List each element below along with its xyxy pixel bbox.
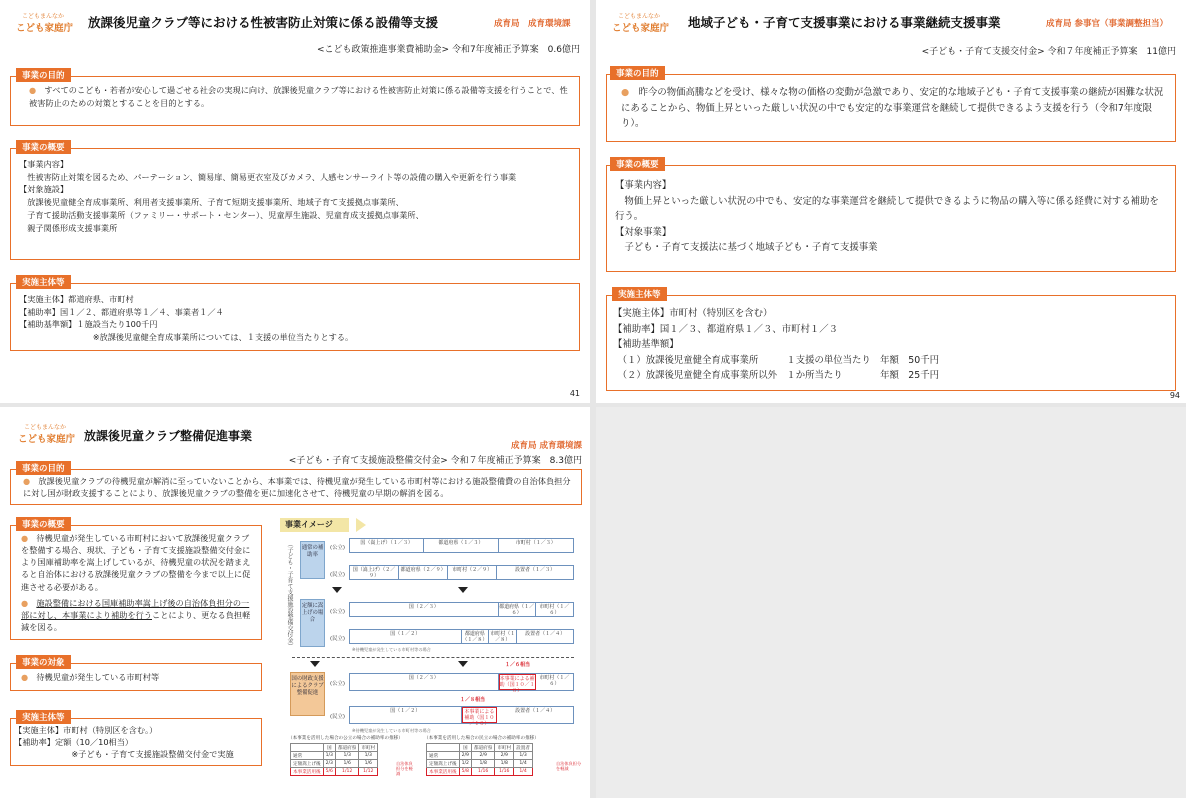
slide-business-continuity-support xyxy=(596,0,1186,403)
implementer-line: 【実施主体】市町村（特別区を含む。） xyxy=(14,725,158,735)
logo-name: こども家庭庁 xyxy=(18,434,76,445)
bar-cell: 市町村（１／８） xyxy=(490,631,516,643)
bar-cell: 市町村（１／６） xyxy=(539,604,570,616)
label-public: (公立) xyxy=(330,545,345,551)
table-cell: 1/3 xyxy=(335,752,358,760)
pill-normal-rate: 通常の補助率 xyxy=(300,541,325,579)
pill-raised-rate: 定額に嵩上げの場合 xyxy=(300,599,325,647)
overview-line: 子育て援助活動支援事業所（ファミリー・サポート・センター）、児童厚生施設、児童育成支援拠点事業所、 xyxy=(19,209,424,220)
cfa-logo xyxy=(18,422,80,448)
budget-line: <子ども・子育て支援施設整備交付金> 令和７年度補正予算案 8.3億円 xyxy=(288,456,582,466)
label-public: (公立) xyxy=(330,609,345,615)
budget-line: <子ども・子育て支援交付金> 令和７年度補正予算案 11億円 xyxy=(921,47,1176,57)
logo-name: こども家庭庁 xyxy=(612,23,670,34)
target-text: 待機児童が発生している市町村等 xyxy=(36,672,160,682)
bar-row xyxy=(349,706,574,727)
department-label: 成育局 成育環境課 xyxy=(511,441,582,451)
overview-line: 放課後児童健全育成事業所、利用者支援事業所、子育て短期支援事業所、地域子育て支援拠点事業所、 xyxy=(19,197,404,208)
purpose-text: 放課後児童クラブの待機児童が解消に至っていないことから、本事業では、待機児童が発生している市町村等における施設整備費の自治体負担分に対し国が財政支援することにより、放課後児童クラブの整備を更に加速化させて、待機児童の早期の解消を図る。 xyxy=(23,476,571,498)
purpose-box xyxy=(10,76,580,126)
red-note: １／８相当 xyxy=(460,697,486,703)
table-row xyxy=(427,744,533,752)
purpose-text: すべてのこども・若者が安心して過ごせる社会の実現に向け、放課後児童クラブ等における性被害防止対策に係る設備等支援を行うことで、性被害防止のための対策とすることを目的とする。 xyxy=(29,85,568,108)
implementer-line: 【補助率】国１／２、都道府県等１／４、事業者１／４ xyxy=(19,306,224,317)
table-cell: 本事業活用後 xyxy=(291,768,324,776)
bullet-icon: ● xyxy=(21,533,29,543)
down-arrow-icon xyxy=(310,661,320,667)
purpose-tag: 事業の目的 xyxy=(610,66,665,80)
table-cell xyxy=(291,744,324,752)
bullet-icon: ● xyxy=(29,85,37,95)
table-row xyxy=(427,768,533,776)
overview-box xyxy=(606,165,1176,272)
table-cell: 1/4 xyxy=(514,768,533,776)
label-private: (民立) xyxy=(330,572,345,578)
implementer-line: 【実施主体】市町村（特別区を含む） xyxy=(613,308,773,319)
bar-row xyxy=(349,673,574,694)
slide-after-school-club-promotion xyxy=(0,407,590,798)
implementer-box xyxy=(606,295,1176,391)
bar-cell: 都道府県（１／３） xyxy=(424,539,498,552)
implementer-line: 【補助率】定額（10／10相当） xyxy=(14,736,134,747)
overview-line: 【事業内容】 xyxy=(19,159,69,169)
page-number: 94 xyxy=(1169,391,1180,400)
table-cell: 国 xyxy=(459,744,471,752)
cfa-logo xyxy=(16,11,78,37)
overview-text: ことにより、更なる負担軽減を図る。 xyxy=(21,609,251,632)
down-arrow-icon xyxy=(458,587,468,593)
table-row xyxy=(291,752,378,760)
cfa-logo xyxy=(612,11,674,37)
purpose-tag: 事業の目的 xyxy=(16,68,71,82)
table-row xyxy=(291,760,378,768)
bar-cell: 国（嵩上げ）（１／３） xyxy=(350,539,424,552)
diagram-side-label: （子ども・子育て支援施設整備交付金） xyxy=(286,541,293,649)
bar-cell: 国（２／３） xyxy=(350,603,499,616)
bar-cell: 国（１／２） xyxy=(350,630,462,643)
table-cell: 都道府県 xyxy=(335,744,358,752)
bar-cell: 国（嵩上げ）（２／９） xyxy=(350,566,399,579)
side-note: 自治体負担分を軽減 xyxy=(396,761,413,777)
table-cell: 1/8 xyxy=(471,760,494,768)
implementer-line: ※放課後児童健全育成事業所については、１支援の単位当たりとする。 xyxy=(19,332,354,343)
table-cell: 定額嵩上げ後 xyxy=(427,760,460,768)
implementer-line: ※子ども・子育て支援施設整備交付金で実施 xyxy=(14,748,234,759)
table-cell: 2/9 xyxy=(459,752,471,760)
bullet-icon: ● xyxy=(21,597,29,608)
table-cell: 5/8 xyxy=(459,768,471,776)
table-cell xyxy=(427,744,460,752)
diagram-note: ※待機児童が発生している市町村等の場合 xyxy=(352,728,431,733)
department-label: 成育局 成育環境課 xyxy=(494,19,571,29)
table-cell: 定額嵩上げ後 xyxy=(291,760,324,768)
implementer-line: 【補助基準額】 xyxy=(613,339,679,351)
bullet-icon: ● xyxy=(23,476,31,486)
bar-cell: 市町村（２／９） xyxy=(448,566,497,579)
table-cell: 1/3 xyxy=(323,752,335,760)
purpose-tag: 事業の目的 xyxy=(16,461,71,475)
overview-line: 【対象事業】 xyxy=(615,226,672,238)
table-cell: 本事業活用後 xyxy=(427,768,460,776)
overview-line: 物価上昇といった厳しい状況の中でも、安定的な事業運営を継続して提供できるように物品の購入等に係る経費に対する補助を行う。 xyxy=(615,195,1159,223)
overview-text: 待機児童が発生している市町村において放課後児童クラブを整備する場合、現状、子ども・子育て支援施設整備交付金により国庫補助率を嵩上げしているが、待機児童の状況を踏まえると自治体における放課後児童クラブの整備を今まで以上に促進させる必要がある。 xyxy=(21,533,251,592)
purpose-box xyxy=(10,469,582,505)
table-row xyxy=(291,768,378,776)
table-cell: 都道府県 xyxy=(471,744,494,752)
logo-tagline: こどもまんなか xyxy=(618,13,661,20)
bar-row xyxy=(349,629,574,644)
slide-title: 地域子ども・子育て支援事業における事業継続支援事業 xyxy=(688,15,1001,30)
bar-cell: 市町村（１／３） xyxy=(515,540,556,546)
table-caption: （本事業を活用した場合の公立の場合の補助率の推移） xyxy=(288,736,403,741)
overview-line: 【対象施設】 xyxy=(19,184,69,195)
slide-title: 放課後児童クラブ等における性被害防止対策に係る設備等支援 xyxy=(88,15,439,30)
implementer-tag: 実施主体等 xyxy=(16,275,71,289)
bar-cell: 国（２／３） xyxy=(350,674,499,690)
table-cell: 市町村 xyxy=(495,744,514,752)
table-cell: 1/3 xyxy=(514,752,533,760)
implementer-line: 【補助基準額】１施設当たり100千円 xyxy=(19,319,158,330)
table-cell: 1/3 xyxy=(359,752,378,760)
overview-tag: 事業の概要 xyxy=(16,517,71,531)
empty-slide-area xyxy=(596,407,1186,798)
table-cell: 1/12 xyxy=(359,768,378,776)
table-cell: 1/6 xyxy=(359,760,378,768)
bar-cell: 市町村（１／６） xyxy=(539,675,570,687)
bar-cell: 都道府県（１／８） xyxy=(462,631,488,643)
label-private: (民立) xyxy=(330,636,345,642)
bar-cell: 設置者（１／４） xyxy=(515,708,556,714)
overview-underlined: 施設整備における国庫補助率嵩上げ後の自治体負担分の一部に対し、本事業により補助を行う xyxy=(21,597,250,620)
implementer-tag: 実施主体等 xyxy=(16,710,71,724)
table-cell: 国 xyxy=(323,744,335,752)
bar-cell: 都道府県（１／６） xyxy=(499,604,535,616)
bar-cell: 都道府県（２／９） xyxy=(399,566,448,579)
bar-cell: 国（１／２） xyxy=(350,707,462,723)
table-cell: 5/6 xyxy=(323,768,335,776)
down-arrow-icon xyxy=(332,587,342,593)
logo-tagline: こどもまんなか xyxy=(22,13,65,20)
purpose-text: 昨今の物価高騰などを受け、様々な物の価格の変動が急激であり、安定的な地域子ども・子育て支援事業の継続が困難な状況にあることから、物価上昇といった厳しい状況の中でも安定的な事業運営を継続して提供できるよう支援を行う（令和7年度限り）。 xyxy=(621,87,1164,130)
label-public: (公立) xyxy=(330,681,345,687)
implementer-line: （２）放課後児童健全育成事業所以外 １か所当たり 年額 25千円 xyxy=(613,370,939,382)
table-cell: 1/16 xyxy=(471,768,494,776)
bar-cell-highlight: 本事業による補助（国１０／１０） xyxy=(462,707,498,723)
slide-title: 放課後児童クラブ整備促進事業 xyxy=(84,429,253,443)
table-row xyxy=(427,752,533,760)
table-cell: 1/6 xyxy=(335,760,358,768)
bar-cell: 設置者（１／３） xyxy=(515,567,556,573)
side-note: 自治体負担分を軽減 xyxy=(556,761,582,772)
slide-sexual-harm-prevention xyxy=(0,0,590,403)
rate-table-public xyxy=(290,743,378,776)
diagram-note: ※待機児童が発生している市町村等の場合 xyxy=(352,647,431,652)
table-cell: 2/3 xyxy=(323,760,335,768)
table-cell: 1/12 xyxy=(335,768,358,776)
image-tag: 事業イメージ xyxy=(280,518,366,532)
implementer-box xyxy=(10,718,262,766)
label-private: (民立) xyxy=(330,714,345,720)
overview-tag: 事業の概要 xyxy=(16,140,71,154)
logo-name: こども家庭庁 xyxy=(16,23,74,34)
table-caption: （本事業を活用した場合の民立の場合の補助率の推移） xyxy=(424,736,539,741)
red-note: １／６相当 xyxy=(505,662,531,668)
table-row xyxy=(291,744,378,752)
table-cell: 1/2 xyxy=(459,760,471,768)
implementer-line: （１）放課後児童健全育成事業所 １支援の単位当たり 年額 50千円 xyxy=(613,354,939,366)
pill-national-support: 国の財政支援によるクラブ整備促進 xyxy=(290,672,325,716)
table-cell: 1/8 xyxy=(495,760,514,768)
table-row xyxy=(427,760,533,768)
table-cell: 2/9 xyxy=(471,752,494,760)
purpose-box xyxy=(606,74,1176,142)
table-cell: 市町村 xyxy=(359,744,378,752)
overview-box xyxy=(10,148,580,260)
overview-line: 【事業内容】 xyxy=(615,180,672,191)
target-tag: 事業の対象 xyxy=(16,655,71,669)
table-cell: 1/4 xyxy=(514,760,533,768)
bar-cell: 設置者（１／４） xyxy=(525,631,566,637)
department-label: 成育局 参事官（事業調整担当） xyxy=(1046,19,1168,29)
implementer-box xyxy=(10,283,580,351)
table-cell: 1/16 xyxy=(495,768,514,776)
overview-line: 子ども・子育て支援法に基づく地域子ども・子育て支援事業 xyxy=(615,242,878,254)
rate-table-private xyxy=(426,743,533,776)
bullet-icon: ● xyxy=(21,672,29,682)
budget-line: <こども政策推進事業費補助金> 令和7年度補正予算案 0.6億円 xyxy=(317,45,580,55)
implementer-line: 【実施主体】都道府県、市町村 xyxy=(19,294,134,304)
table-cell: 通常 xyxy=(291,752,324,760)
bar-row xyxy=(349,602,574,617)
logo-tagline: こどもまんなか xyxy=(24,424,67,431)
bar-row xyxy=(349,538,574,553)
table-cell: 2/9 xyxy=(495,752,514,760)
bar-row xyxy=(349,565,574,580)
overview-tag: 事業の概要 xyxy=(610,157,665,171)
table-cell: 通常 xyxy=(427,752,460,760)
bullet-icon: ● xyxy=(621,87,630,98)
table-cell: 設置者 xyxy=(514,744,533,752)
page-number: 41 xyxy=(569,389,580,398)
diagram-divider xyxy=(292,657,574,658)
bar-cell-highlight: 本事業による補助（国１０／１０） xyxy=(499,676,535,694)
implementer-tag: 実施主体等 xyxy=(612,287,667,301)
overview-line: 性被害防止対策を図るため、パーテーション、簡易扉、簡易更衣室及びカメラ、人感センサーライト等の設備の購入や更新を行う事業 xyxy=(19,171,517,182)
overview-box xyxy=(10,525,262,640)
overview-line: 親子関係形成支援事業所 xyxy=(19,222,118,233)
down-arrow-icon xyxy=(458,661,468,667)
implementer-line: 【補助率】国１／３、都道府県１／３、市町村１／３ xyxy=(613,323,839,335)
